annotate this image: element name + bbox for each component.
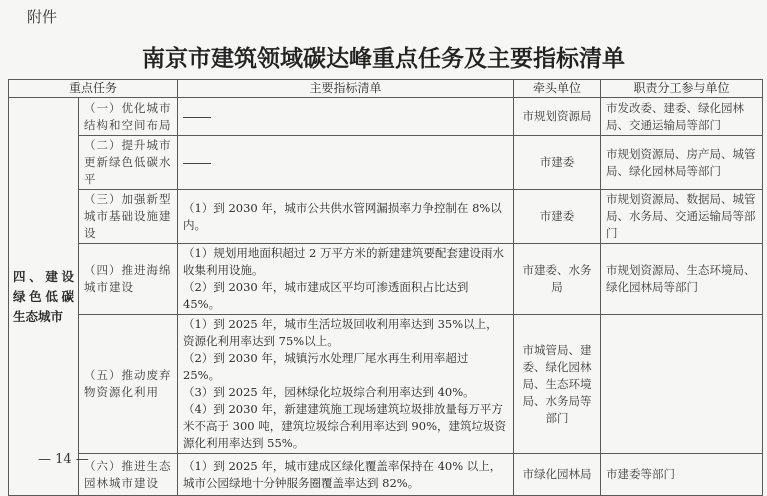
header-indicators: 主要指标清单 [178, 80, 514, 98]
indicator-item: （1）规划用地面积超过 2 万平方米的新建建筑要配套建设雨水收集利用设施。 [183, 246, 504, 277]
table-row [9, 98, 763, 136]
table-header-row [9, 80, 763, 98]
indicator-item: （3）到 2025 年，园林绿化垃圾综合利用率达到 40%。 [183, 385, 475, 399]
annex-label: 附件 [27, 8, 58, 26]
indicator-cell [178, 136, 514, 190]
indicator-cell [178, 98, 514, 136]
empty-dash [183, 117, 211, 118]
participants-cell: 市规划资源局、数据局、城管局、水务局、交通运输局等部门 [601, 190, 763, 244]
indicator-item: （2）到 2030 年，城镇污水处理厂尾水再生利用率超过 25%。 [183, 351, 469, 382]
table-row [9, 136, 763, 190]
task-cell: （二）提升城市更新绿色低碳水平 [79, 136, 178, 190]
task-cell: （六）推进生态园林城市建设 [79, 454, 178, 496]
indicator-cell: （1）到 2025 年，城市建成区绿化覆盖率保持在 40% 以上，城市公园绿地十分钟服务圈覆盖率达到 82%。 [178, 454, 514, 496]
participants-cell: 市规划资源局、生态环境局、绿化园林局等部门 [601, 244, 763, 315]
table-row [9, 190, 763, 244]
table-row [9, 244, 763, 315]
indicator-item: （2）到 2030 年，城市建成区平均可渗透面积占比达到 45%。 [183, 280, 469, 311]
header-task: 重点任务 [9, 80, 178, 98]
indicator-cell [178, 315, 514, 454]
lead-cell: 市建委 [514, 136, 601, 190]
lead-cell: 市建委、水务局 [514, 244, 601, 315]
participants-cell: 市发改委、建委、绿化园林局、交通运输局等部门 [601, 98, 763, 136]
task-indicator-table [8, 79, 763, 496]
table-row [9, 454, 763, 496]
lead-cell: 市绿化园林局 [514, 454, 601, 496]
participants-cell: 市建委等部门 [601, 454, 763, 496]
page-number: — 14 — [38, 452, 89, 467]
task-cell: （四）推进海绵城市建设 [79, 244, 178, 315]
category-cell: 四、建设绿色低碳生态城市 [9, 98, 79, 496]
header-participants: 职责分工参与单位 [601, 80, 763, 98]
indicator-item: （4）到 2030 年，新建建筑施工现场建筑垃圾排放量每万平方米不高于 300 吨，建筑垃圾综合利用率达到 90%，建筑垃圾资源化利用率达到 55%。 [183, 402, 506, 450]
table-row [9, 315, 763, 454]
header-lead: 牵头单位 [514, 80, 601, 98]
indicator-cell [178, 244, 514, 315]
lead-cell: 市建委 [514, 190, 601, 244]
empty-dash [183, 163, 211, 164]
indicator-cell: （1）到 2030 年，城市公共供水管网漏损率力争控制在 8%以内。 [178, 190, 514, 244]
task-cell: （一）优化城市结构和空间布局 [79, 98, 178, 136]
participants-cell: 市规划资源局、房产局、城管局、绿化园林局等部门 [601, 136, 763, 190]
task-cell: （五）推动废弃物资源化利用 [79, 315, 178, 454]
indicator-item: （1）到 2025 年，城市生活垃圾回收利用率达到 35%以上，资源化利用率达到 75%以上。 [183, 317, 498, 348]
document-title: 南京市建筑领域碳达峰重点任务及主要指标清单 [142, 45, 625, 72]
lead-cell: 市城管局、建委、绿化园林局、生态环境局、水务局等部门 [514, 315, 601, 454]
task-cell: （三）加强新型城市基础设施建设 [79, 190, 178, 244]
lead-cell: 市规划资源局 [514, 98, 601, 136]
participants-cell [601, 315, 763, 454]
